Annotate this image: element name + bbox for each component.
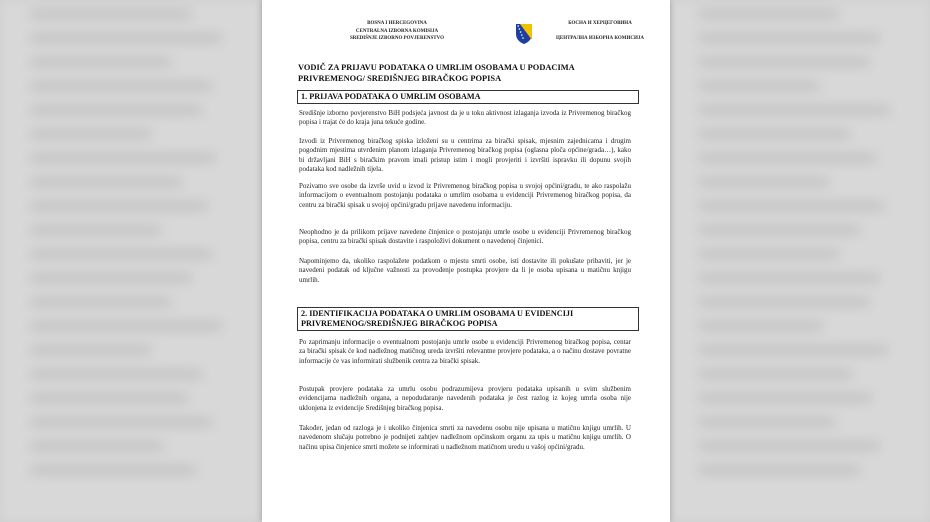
header-left-line1: BOSNA I HERCEGOVINA: [367, 21, 427, 26]
document-header: [322, 20, 645, 52]
document-title: VODIČ ZA PRIJAVU PODATAKA O UMRLIM OSOBAMA U PODACIMA PRIVREMENOG/ SREDIŠNJEG BIRAČKOG POPISA: [298, 63, 575, 83]
header-right-line1: БОСНА И ХЕРЦЕГОВИНА: [568, 21, 632, 26]
header-left-line3: SREDIŠNJE IZBORNO POVJERENSTVO: [349, 36, 445, 41]
section1-paragraph-5: Napominjemo da, ukoliko raspolažete podatkom o mjestu smrti osobe, isti dostavite ili pokušate pribaviti, jer je navedeni podatak od ključne važnosti za provođenje postupka provjere da li je osoba upisana u matičnu knjigu umrlih.: [299, 257, 631, 284]
section-heading-2: 2. IDENTIFIKACIJA PODATAKA O UMRLIM OSOBAMA U EVIDENCIJI PRIVREMENOG/SREDIŠNJEG BIRAČKOG POPISA: [297, 307, 639, 331]
section1-paragraph-1: Središnje izborno povjerenstvo BiH podsjeća javnost da je u toku aktivnost izlaganja izvoda iz Privremenog biračkog popisa i trajat će do kraja juna tekuće godine.: [299, 109, 631, 127]
header-left-line2: CENTRALNA IZBORNA KOMISIJA: [355, 28, 439, 34]
section2-paragraph-3: Također, jedan od razloga je i ukoliko činjenica smrti za navedenu osobu nije upisana u matičnu knjigu umrlih. U navedenom slučaju potrebno je podnijeti zahtjev nadležnom općinskom organu za upis u matičnu knjigu umrlih. O načinu upisa činjenice smrti možete se informirati u nadležnom matičnom uredu u vašoj općini/gradu.: [299, 424, 631, 451]
section2-paragraph-1: Po zaprimanju informacije o eventualnom postojanju umrle osobe u evidenciji Privremenog biračkog popisa, centar za birački spisak će kod nadležnog matičnog ureda izvršiti relevantne provjere podataka, a o načinu dostave povratne informacije će vas informirati službenik centra za birački spisak.: [299, 338, 631, 365]
section-heading-1: 1. PRIJAVA PODATAKA O UMRLIM OSOBAMA: [297, 90, 639, 104]
document-page: [262, 0, 670, 522]
section1-paragraph-2: Izvodi iz Privremenog biračkog spiska izloženi su u centrima za birački spisak, mjesnim zajednicama i drugim pogodnim mjestima utvrđenim planom izlaganja Privremenog biračkog popisa (oglasna ploča općine/grada…), kako bi državljani BiH s biračkim pravom imali pristup istim i mogli provjeriti i izvršiti ispravku ili dopunu svojih podataka kod nadležnih tijela.: [299, 137, 631, 173]
header-cyrillic-block: [540, 20, 660, 43]
section2-paragraph-2: Postupak provjere podataka za umrlu osobu podrazumijeva provjeru podataka upisanih u svim službenim evidencijama nadležnih organa, a nepodudaranje navedenih podataka je čest razlog iz kojeg umrla osoba nije uklonjena iz evidencije Središnjeg biračkog popisa.: [299, 385, 631, 412]
section1-paragraph-4: Neophodno je da prilikom prijave navedene činjenice o postojanju umrle osobe u evidenciji Privremenog biračkog popisa, centru za birački spisak dostavite i raspoloživi dokument o navedenoj činjenici.: [299, 228, 631, 246]
coat-of-arms-icon: [515, 23, 533, 45]
header-right-line2: ЦЕНТРАЛНА ИЗБОРНА КОМИСИЈА: [555, 36, 645, 41]
blurred-background-right: [668, 0, 930, 522]
blurred-background-left: [0, 0, 262, 522]
header-latin-block: [322, 20, 472, 43]
section1-paragraph-3: Pozivamo sve osobe da izvrše uvid u izvod iz Privremenog biračkog popisa u svojoj općini/gradu, te ako raspolažu informacijom o eventualnom postojanju podataka o umrlim osobama u evidenciji Privremenog biračkog popisa, da centru za birački spisak u svojoj općini/gradu prijave navedenu informaciju.: [299, 182, 631, 209]
